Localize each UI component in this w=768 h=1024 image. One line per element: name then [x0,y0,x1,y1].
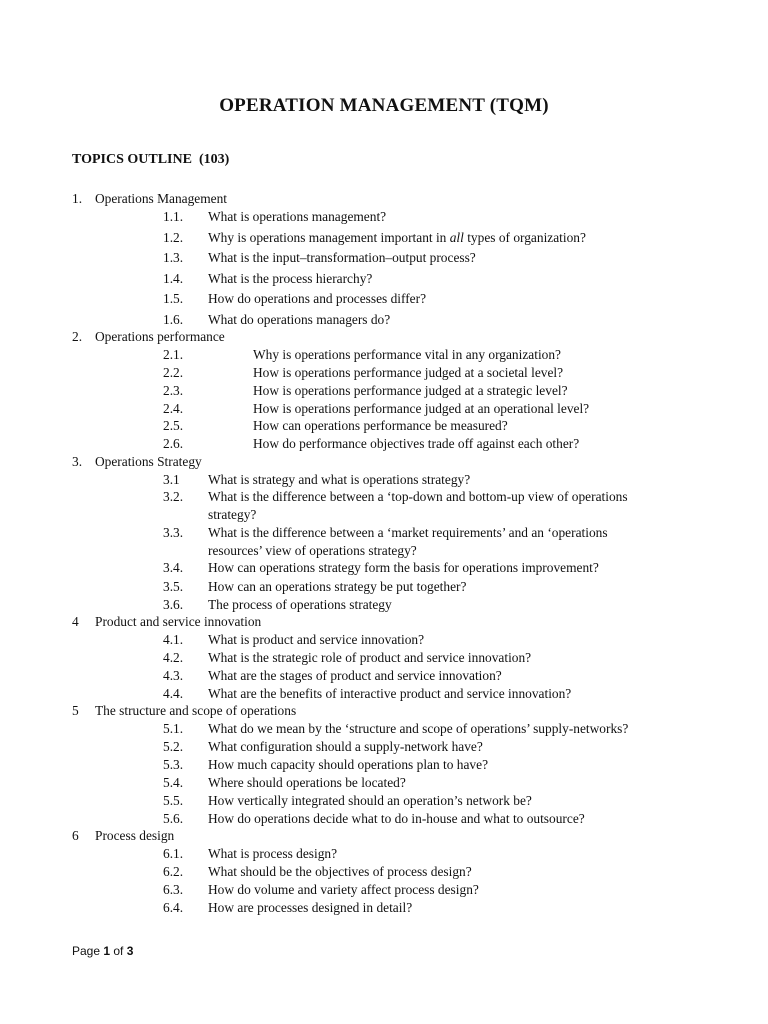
item-number: 6.4. [163,900,184,915]
item-text: What is product and service innovation? [208,632,425,647]
item-number: 6.3. [163,882,184,897]
section-number: 5 [72,703,79,718]
item-number: 2.2. [163,365,184,380]
item-number: 6.2. [163,864,184,879]
section-title: Product and service innovation [95,614,262,629]
document-title: OPERATION MANAGEMENT (TQM) [219,95,549,116]
page-footer [72,944,133,958]
item-number: 5.5. [163,793,184,808]
section-number: 1. [72,191,83,206]
section-number: 4 [72,614,79,629]
item-text: What are the benefits of interactive product and service innovation? [208,686,572,701]
item-text-continued: strategy? [208,507,257,522]
item-text: How is operations performance judged at a societal level? [253,365,564,380]
item-number: 6.1. [163,846,184,861]
item-text: What is strategy and what is operations strategy? [208,472,471,487]
item-text: What are the stages of product and service innovation? [208,668,502,683]
item-text: How do volume and variety affect process design? [208,882,479,897]
item-text: What configuration should a supply-network have? [208,739,483,754]
section-title: Operations performance [95,329,225,344]
of-label: of [110,944,127,958]
item-text: How much capacity should operations plan to have? [208,757,489,772]
section-title: The structure and scope of operations [95,703,297,718]
item-text: What is the input–transformation–output process? [208,250,476,265]
item-number: 5.4. [163,775,184,790]
item-text: What is the difference between a ‘top-down and bottom-up view of operations [208,489,628,504]
item-text: How do operations decide what to do in-house and what to outsource? [208,811,585,826]
page-label: Page [72,944,104,958]
item-text: What is the strategic role of product and service innovation? [208,650,532,665]
item-number: 5.1. [163,721,184,736]
item-number: 1.2. [163,230,184,245]
section-title: Operations Strategy [95,454,202,469]
item-text: The process of operations strategy [208,597,392,612]
page-number: 1 [103,944,111,958]
item-number: 2.6. [163,436,184,451]
item-number: 2.1. [163,347,184,362]
item-number: 3.1 [163,472,180,487]
page-total: 3 [126,944,134,958]
item-text: How is operations performance judged at an operational level? [253,401,590,416]
item-number: 4.1. [163,632,184,647]
item-text-italic: all [449,230,464,245]
item-text: How are processes designed in detail? [208,900,413,915]
item-number: 1.1. [163,209,184,224]
item-text: Why is operations performance vital in any organization? [253,347,562,362]
item-text: What should be the objectives of process design? [208,864,472,879]
item-number: 2.3. [163,383,184,398]
item-text: How vertically integrated should an operation’s network be? [208,793,532,808]
item-text-part: types of organization? [463,230,586,245]
item-text: What is the process hierarchy? [208,271,373,286]
item-text [208,229,586,246]
item-number: 3.2. [163,489,184,504]
item-text: What is the difference between a ‘market requirements’ and an ‘operations [208,525,608,540]
item-text: What is operations management? [208,209,387,224]
item-text: What is process design? [208,846,338,861]
item-text: How can operations performance be measured? [253,418,508,433]
item-text: Where should operations be located? [208,775,406,790]
item-number: 4.3. [163,668,184,683]
item-text-part: Why is operations management important in [208,230,450,245]
item-number: 4.4. [163,686,184,701]
item-number: 3.3. [163,525,184,540]
item-number: 1.4. [163,271,184,286]
item-number: 5.6. [163,811,184,826]
item-text: How can operations strategy form the basis for operations improvement? [208,560,599,575]
item-number: 3.4. [163,560,184,575]
item-number: 1.3. [163,250,184,265]
item-number: 4.2. [163,650,184,665]
item-text: How is operations performance judged at a strategic level? [253,383,568,398]
section-number: 3. [72,454,83,469]
item-text: How do operations and processes differ? [208,291,427,306]
section-number: 6 [72,828,79,843]
item-number: 2.5. [163,418,184,433]
item-text: What do operations managers do? [208,312,391,327]
item-number: 1.5. [163,291,184,306]
item-text: How do performance objectives trade off against each other? [253,436,580,451]
item-number: 5.2. [163,739,184,754]
section-title: Operations Management [95,191,228,206]
item-number: 1.6. [163,312,184,327]
item-text: How can an operations strategy be put together? [208,579,467,594]
outline-heading: TOPICS OUTLINE (103) [72,152,230,167]
section-title: Process design [95,828,175,843]
item-text-continued: resources’ view of operations strategy? [208,543,417,558]
item-number: 3.6. [163,597,184,612]
section-number: 2. [72,329,83,344]
item-text: What do we mean by the ‘structure and scope of operations’ supply-networks? [208,721,629,736]
item-number: 3.5. [163,579,184,594]
item-number: 2.4. [163,401,184,416]
item-number: 5.3. [163,757,184,772]
